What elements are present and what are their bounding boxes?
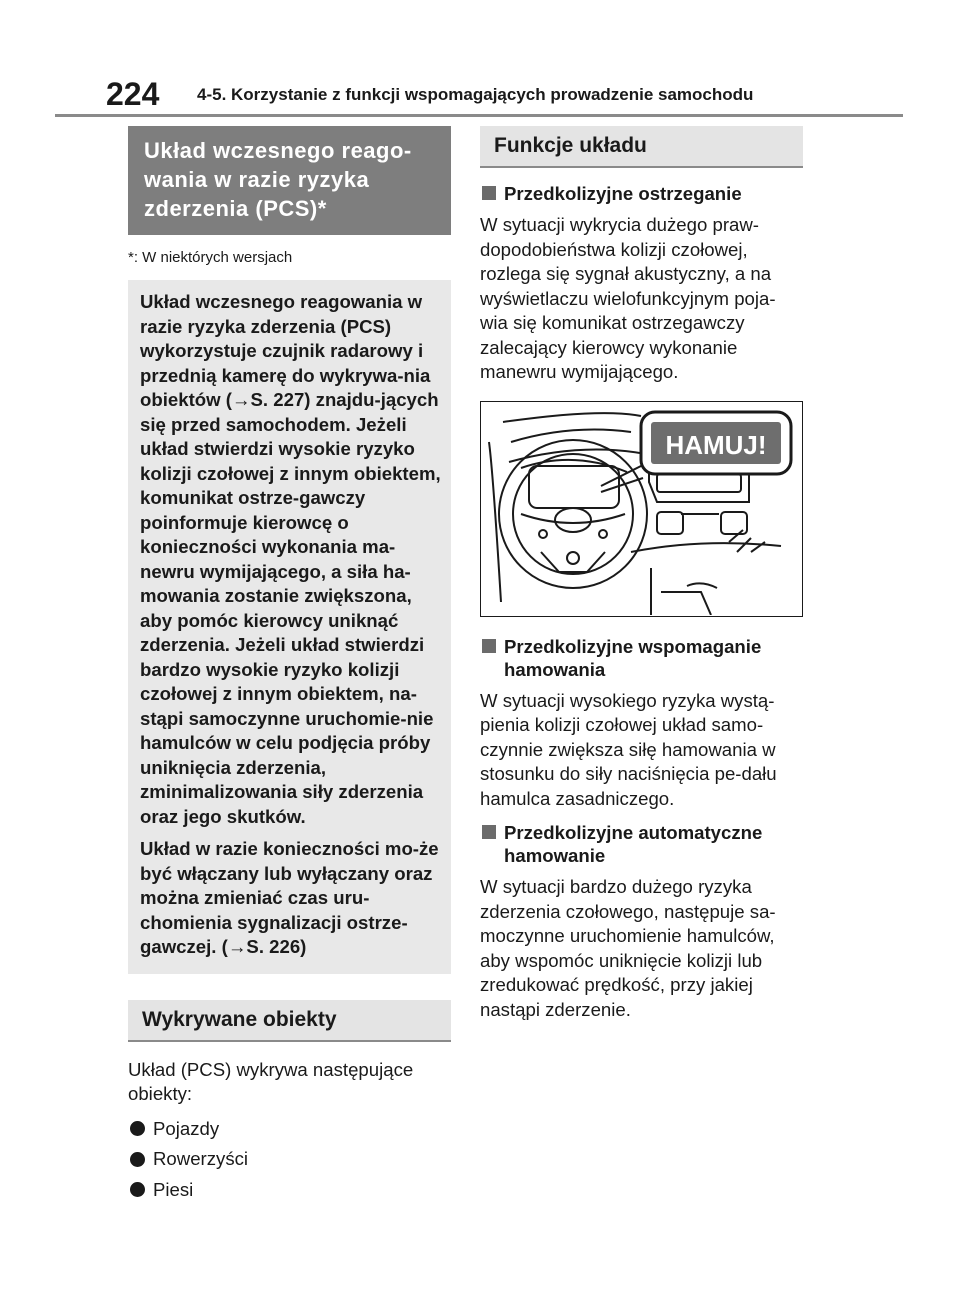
chapter-title: 4-5. Korzystanie z funkcji wspomagających prowadzenie samochodu — [197, 85, 754, 104]
bullet-dot — [130, 1152, 145, 1167]
detected-intro-text: Układ (PCS) wykrywa następujące obiekty: — [128, 1058, 414, 1104]
list-item: Piesi — [128, 1178, 451, 1203]
header-divider — [55, 114, 903, 117]
intro-paragraph-2: Układ w razie konieczności mo-że być włączany lub wyłączany oraz można zmieniać czas uru-chomienia sygnalizacji ostrze-gawczej. (→S. 226) — [140, 838, 439, 957]
square-bullet-icon — [482, 639, 496, 653]
dashboard-illustration — [480, 401, 803, 617]
section-heading-detected-objects: Wykrywane obiekty — [128, 1000, 451, 1042]
section-heading-pcs: Układ wczesnego reago-wania w razie ryzyka zderzenia (PCS)* — [128, 126, 451, 235]
left-column — [128, 126, 451, 1208]
hamuj-label: HAMUJ! — [665, 429, 767, 460]
brake-assist-text: W sytuacji wysokiego ryzyka wystą-pienia kolizji czołowej układ samo-czynnie zwiększa siłę hamowania w stosunku do siły naciśnięcia pe-dału hamulca zasadniczego. — [480, 689, 777, 809]
section-heading-functions: Funkcje układu — [480, 126, 803, 168]
subheading-auto-brake: Przedkolizyjne automatyczne hamowanie — [480, 821, 803, 867]
square-bullet-icon — [482, 825, 496, 839]
list-item: Rowerzyści — [128, 1147, 451, 1172]
page-header — [0, 0, 960, 120]
footnote: *: W niektórych wersjach — [128, 249, 293, 266]
intro-paragraph-1: Układ wczesnego reagowania w razie ryzyka zderzenia (PCS) wykorzystuje czujnik radarowy i przednią kamerę do wykrywa-nia obiektów (→S. 227) znajdu-jących się przed samochodem. Jeżeli układ stwierdzi wysokie ryzyko kolizji czołowej z innym obiektem, komunikat ostrze-gawczy poinformuje kierowcę o konieczności wykonania ma-newru wymijającego, a siła ha-mowania zostanie zwiększona, aby pomóc kierowcy uniknąć zderzenia. Jeżeli układ stwierdzi bardzo wysokie ryzyko kolizji czołowej z innym obiektem, na-stąpi samoczynne uruchomie-nie hamulców w celu podjęcia próby uniknięcia zderzenia, zminimalizowania siły zderzenia oraz jego skutków. — [140, 291, 441, 827]
intro-box — [128, 280, 451, 974]
detected-objects-list — [128, 1117, 451, 1203]
right-column — [480, 126, 803, 1022]
subheading-warning: Przedkolizyjne ostrzeganie — [480, 182, 803, 205]
bullet-dot — [130, 1182, 145, 1197]
warning-text: W sytuacji wykrycia dużego praw-dopodobieństwa kolizji czołowej, rozlega się sygnał akustyczny, a na wyświetlaczu wielofunkcyjnym poja-wia się komunikat ostrzegawczy zalecający kierowcy wykonanie manewru wymijającego. — [480, 214, 776, 382]
page-number: 224 — [106, 76, 160, 112]
auto-brake-text: W sytuacji bardzo dużego ryzyka zderzenia czołowego, następuje sa-moczynne uruchomienie hamulców, aby wspomóc uniknięcie kolizji lub zredukować prędkość, przy jakiej nastąpi zderzenie. — [480, 876, 776, 1020]
subheading-brake-assist: Przedkolizyjne wspomaganie hamowania — [480, 635, 803, 681]
bullet-dot — [130, 1121, 145, 1136]
list-item: Pojazdy — [128, 1117, 451, 1142]
square-bullet-icon — [482, 186, 496, 200]
